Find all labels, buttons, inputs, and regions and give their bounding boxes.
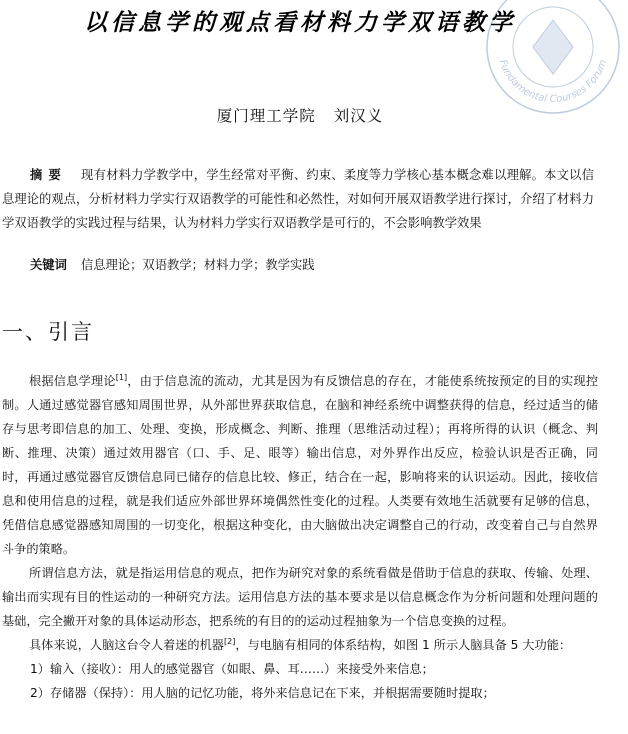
keywords-block [30,255,315,273]
paragraph-3-start: 具体来说，人脑这台令人着迷的机器 [29,638,224,652]
paper-title: 以信息学的观点看材料力学双语教学 [84,9,516,36]
keywords-text: 信息理论；双语教学；材料力学；教学实践 [80,258,315,272]
citation-ref-2: [2] [224,636,236,646]
list-item-2: 2）存储器（保持）：用人脑的记忆功能，将外来信息记在下来，并根据需要随时提取； [30,686,495,700]
abstract-block [2,163,594,235]
list-item-1: 1）输入（接收）：用人的感觉器官（如眼、鼻、耳……）来接受外来信息； [30,662,434,676]
keywords-label: 关键词 [30,257,67,272]
paragraph-3 [2,633,598,657]
affiliation: 厦门理工学院 [216,107,316,125]
section-heading: 一、引言 [2,320,94,344]
body-text [2,369,598,705]
paragraph-3-rest: ，与电脑有相同的体系结构，如图 1 所示人脑具备 5 大功能： [235,638,572,652]
abstract-label: 摘要 [30,167,68,182]
citation-ref-1: [1] [115,372,128,382]
watermark-text: Fundamental Courses Forum [496,58,610,105]
paragraph-1 [2,369,598,561]
author-line [0,104,600,126]
paragraph-1-start: 根据信息学理论 [29,374,116,388]
paragraph-1-rest: ，由于信息流的流动，尤其是因为有反馈信息的存在，才能使系统按预定的目的实现控制。人通过感觉器官感知周围世界，从外部世界获取信息，在脑和神经系统中调整获得的信息，经过适当的储存与思考即信息的加工、处理、变换，形成概念、判断、推理（思维活动过程）；再将所得的认识（概念、判断、推理、决策）通过效用器官（口、手、足、眼等）输出信息，对外界作出反应，检验认识是否正确，同时，再通过感觉器官反馈信息同已储存的信息比较、修正，结合在一起，影响将来的认识运动。因此，接收信息和使用信息的过程，就是我们适应外部世界环境偶然性变化的过程。人类要有效地生活就要有足够的信息，凭借信息感觉器感知周围的一切变化，根据这种变化，由大脑做出决定调整自己的行动，改变着自己与自然界斗争的策略。 [2,374,599,556]
author-name: 刘汉义 [333,107,384,125]
paragraph-2: 所谓信息方法，就是指运用信息的观点，把作为研究对象的系统看做是借助于信息的获取、传输、处理、输出而实现有目的性运动的一种研究方法。运用信息方法的基本要求是以信息概念作为分析问题和处理问题的基础，完全撇开对象的具体运动形态，把系统的有目的的运动过程抽象为一个信息变换的过程。 [2,566,598,628]
abstract-text: 现有材料力学教学中，学生经常对平衡、约束、柔度等力学核心基本概念难以理解。本文以信息理论的观点，分析材料力学实行双语教学的可能性和必然性，对如何开展双语教学进行探讨，介绍了材料力学双语教学的实践过程与结果，认为材料力学实行双语教学是可行的，不会影响教学效果 [2,168,594,230]
